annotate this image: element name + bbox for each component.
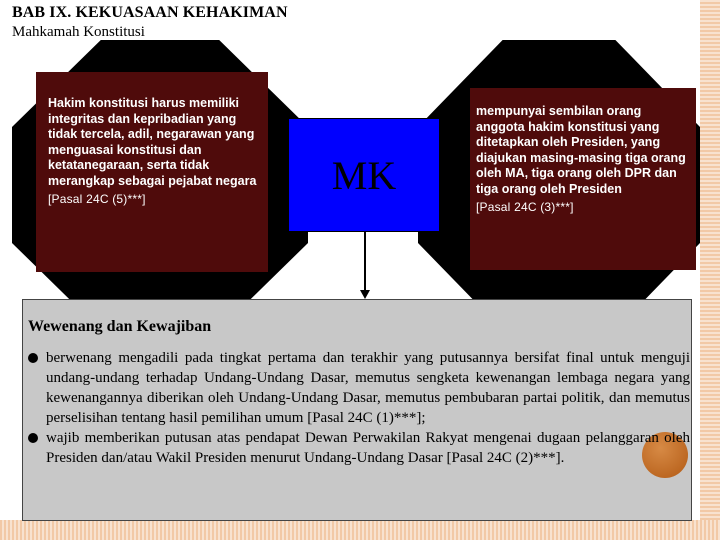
page-title: BAB IX. KEKUASAAN KEHAKIMAN [12, 4, 288, 21]
judge-requirements-card [36, 72, 268, 272]
mk-label: MK [331, 152, 397, 198]
authority-list [26, 348, 690, 468]
court-composition-text: mempunyai sembilan orang anggota hakim konstitusi yang ditetapkan oleh Presiden, yang diajukan masing-masing tiga orang oleh MA, tiga orang oleh DPR dan tiga orang oleh Presiden [476, 104, 686, 196]
authority-panel-title: Wewenang dan Kewajiban [28, 318, 212, 335]
mk-center-box [288, 118, 440, 232]
connector-arrow-line [364, 232, 366, 292]
authority-item-citation: [Pasal 24C (2)***]. [446, 450, 565, 466]
bullet-dot-icon [28, 353, 38, 363]
decorative-frame-bottom [0, 520, 720, 540]
bullet-dot-icon [28, 433, 38, 443]
authority-item-text: wajib memberikan putusan atas pendapat Dewan Perwakilan Rakyat mengenai dugaan pelanggaran oleh Presiden dan/atau Wakil Presiden menurut Undang-Undang Dasar [46, 430, 690, 466]
court-composition-citation: [Pasal 24C (3)***] [476, 200, 574, 214]
page-subtitle: Mahkamah Konstitusi [12, 24, 145, 40]
court-composition-card [470, 88, 696, 270]
authority-item-citation: [Pasal 24C (1)***]; [307, 410, 426, 426]
authority-list-item [26, 428, 690, 468]
judge-requirements-citation: [Pasal 24C (5)***] [48, 192, 146, 206]
authority-list-item [26, 348, 690, 428]
decorative-frame-right [700, 0, 720, 540]
authority-item-text: berwenang mengadili pada tingkat pertama dan terakhir yang putusannya bersifat final untuk menguji undang-undang terhadap Undang-Undang Dasar, memutus sengketa kewenangan lembaga negara yang kewenangannya diberikan oleh Undang-Undang Dasar, memutus pembubaran partai politik, dan memutus perselisihan tentang hasil pemilihan umum [46, 350, 690, 426]
judge-requirements-text: Hakim konstitusi harus memiliki integritas dan kepribadian yang tidak tercela, adil, negarawan yang menguasai konstitusi dan ketatanegaraan, serta tidak merangkap sebagai pejabat negara [48, 96, 257, 188]
arrow-down-icon [360, 290, 370, 299]
